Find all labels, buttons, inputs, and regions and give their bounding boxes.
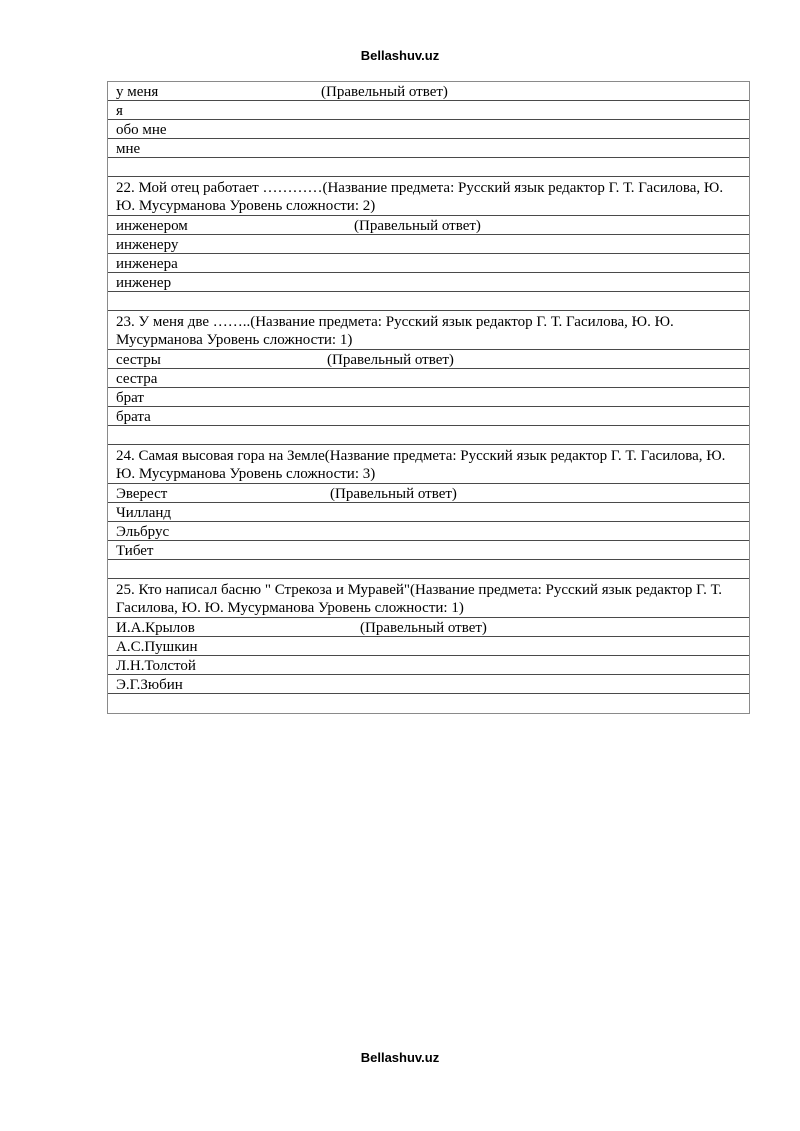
answer-row (108, 139, 749, 158)
answer-text: Л.Н.Толстой (116, 658, 196, 674)
answer-text: Эльбрус (116, 524, 170, 540)
answer-text: инженером (116, 218, 188, 234)
answer-text: инженеру (116, 237, 179, 253)
answer-text: обо мне (116, 122, 167, 138)
answer-row (108, 350, 749, 369)
answer-row (108, 503, 749, 522)
page-footer: Bellashuv.uz (360, 1050, 440, 1065)
answer-row (108, 407, 749, 426)
answer-text: я (116, 103, 123, 119)
correct-answer-mark: (Правельный ответ) (327, 352, 454, 368)
page-header: Bellashuv.uz (360, 48, 440, 63)
answer-text: инженер (116, 275, 172, 291)
answer-row (108, 120, 749, 139)
answer-row (108, 273, 749, 292)
answer-row (108, 541, 749, 560)
spacer-row (108, 292, 749, 311)
answer-row (108, 522, 749, 541)
answer-row (108, 484, 749, 503)
correct-answer-mark: (Правельный ответ) (354, 218, 481, 234)
correct-answer-mark: (Правельный ответ) (330, 486, 457, 502)
question-24: 24. Самая высовая гора на Земле(Название предмета: Русский язык редактор Г. Т. Гасилова, Ю. Ю. Мусурманова Уровень сложности: 3) (108, 445, 749, 484)
answer-text: брат (116, 390, 144, 406)
answer-row (108, 388, 749, 407)
answer-text: инженера (116, 256, 178, 272)
spacer-row (108, 426, 749, 445)
answer-row (108, 235, 749, 254)
question-23: 23. У меня две ……..(Название предмета: Русский язык редактор Г. Т. Гасилова, Ю. Ю. Мусурманова Уровень сложности: 1) (108, 311, 749, 350)
answer-row (108, 656, 749, 675)
answer-text: Чилланд (116, 505, 172, 521)
correct-answer-mark: (Правельный ответ) (321, 84, 448, 100)
answer-text: брата (116, 409, 151, 425)
answer-row (108, 618, 749, 637)
question-22: 22. Мой отец работает …………(Название предмета: Русский язык редактор Г. Т. Гасилова, Ю. Ю. Мусурманова Уровень сложности: 2) (108, 177, 749, 216)
answer-text: Тибет (116, 543, 154, 559)
answer-text: Эверест (116, 486, 168, 502)
answer-text: у меня (116, 84, 159, 100)
answer-row (108, 82, 749, 101)
answer-text: А.С.Пушкин (116, 639, 198, 655)
correct-answer-mark: (Правельный ответ) (360, 620, 487, 636)
answer-text: сестра (116, 371, 158, 387)
spacer-row (108, 694, 749, 713)
answer-row (108, 216, 749, 235)
answer-row (108, 637, 749, 656)
answer-row (108, 101, 749, 120)
answer-text: сестры (116, 352, 161, 368)
answer-text: И.А.Крылов (116, 620, 195, 636)
quiz-table (107, 81, 750, 714)
answer-row (108, 254, 749, 273)
answer-row (108, 369, 749, 388)
question-25: 25. Кто написал басню " Стрекоза и Муравей"(Название предмета: Русский язык редактор Г. Т. Гасилова, Ю. Ю. Мусурманова Уровень сложности: 1) (108, 579, 749, 618)
spacer-row (108, 560, 749, 579)
answer-row (108, 675, 749, 694)
spacer-row (108, 158, 749, 177)
answer-text: мне (116, 141, 141, 157)
answer-text: Э.Г.Зюбин (116, 677, 183, 693)
